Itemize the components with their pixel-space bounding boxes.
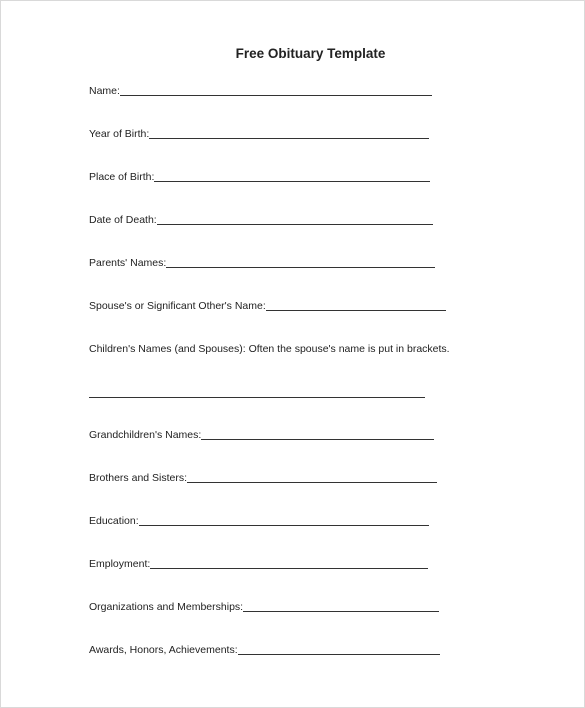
field-spouse-name (89, 300, 446, 312)
fill-in-line[interactable] (150, 558, 428, 569)
field-label: Education: (89, 515, 139, 527)
field-label: Date of Death: (89, 214, 157, 226)
field-label: Grandchildren's Names: (89, 429, 202, 441)
field-label: Brothers and Sisters: (89, 472, 188, 484)
field-name (89, 85, 432, 97)
children-names-note: Children's Names (and Spouses): Often the spouse's name is put in brackets. (89, 343, 450, 355)
field-awards-honors (89, 644, 440, 656)
field-organizations-memberships (89, 601, 439, 613)
field-label: Parents' Names: (89, 257, 167, 269)
field-label: Spouse's or Significant Other's Name: (89, 300, 266, 312)
field-education (89, 515, 429, 527)
fill-in-line[interactable] (187, 472, 437, 483)
field-employment (89, 558, 428, 570)
children-names-line[interactable] (89, 397, 425, 398)
field-label: Name: (89, 85, 120, 97)
fill-in-line[interactable] (266, 300, 446, 311)
document-title: Free Obituary Template (235, 46, 386, 61)
field-grandchildren-names (89, 429, 434, 441)
field-label: Employment: (89, 558, 151, 570)
fill-in-line[interactable] (201, 429, 434, 440)
fill-in-line[interactable] (149, 128, 429, 139)
fill-in-line[interactable] (166, 257, 435, 268)
fill-in-line[interactable] (157, 214, 433, 225)
field-label: Year of Birth: (89, 128, 150, 140)
fill-in-line[interactable] (120, 85, 432, 96)
field-parents-names (89, 257, 435, 269)
fill-in-line[interactable] (154, 171, 430, 182)
field-date-of-death (89, 214, 433, 226)
field-place-of-birth (89, 171, 430, 183)
fill-in-line[interactable] (243, 601, 439, 612)
fill-in-line[interactable] (139, 515, 429, 526)
field-year-of-birth (89, 128, 429, 140)
fill-in-line[interactable] (238, 644, 440, 655)
field-label: Place of Birth: (89, 171, 155, 183)
field-label: Organizations and Memberships: (89, 601, 244, 613)
field-label: Awards, Honors, Achievements: (89, 644, 238, 656)
field-brothers-sisters (89, 472, 437, 484)
